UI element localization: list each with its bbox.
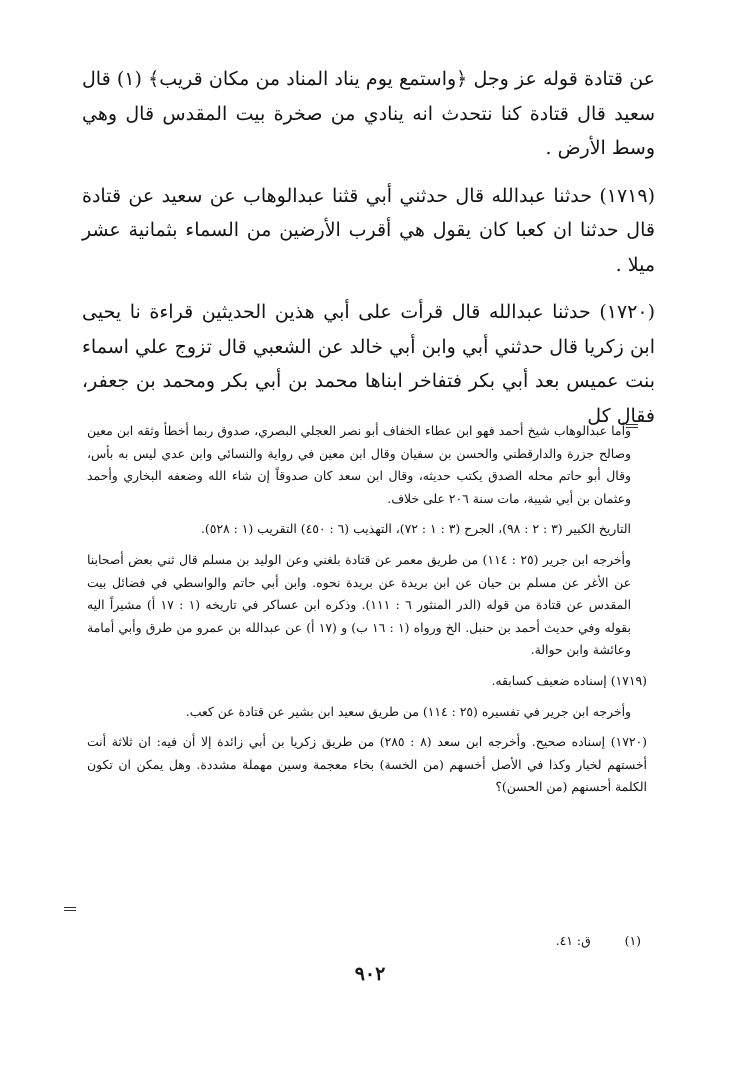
footnote: وأما عبدالوهاب شيخ أحمد فهو ابن عطاء الخفاف أبو نصر العجلي البصري، صدوق ربما أخطأ وثقه ابن معين وصالح جزرة والدارقطني والحسن بن سفيان وقال ابن معين في رواية والنسائي وابن عدي ليس به بأس، وقال أبو حاتم محله الصدق يكتب حديثه، وقال ابن سعد كان صدوقاً إن شاء الله وضعفه البخاري وأحمد وعثمان بن أبي شيبة، مات سنة ٢٠٦ على خلاف. [87,423,631,506]
main-paragraph: (١٧٢٠) حدثنا عبدالله قال قرأت على أبي هذين الحديثين قراءة نا يحيى ابن زكريا قال حدثني أبي وابن أبي خالد عن الشعبي قال تزوج علي اسماء بنت عميس بعد أبي بكر فتفاخر ابناها محمد بن أبي بكر ومحمد بن جعفر، فقال كل [82,301,655,427]
page-number: ٩٠٢ [354,963,386,985]
main-paragraph: (١٧١٩) حدثنا عبدالله قال حدثني أبي قثنا عبدالوهاب عن سعيد عن قتادة قال حدثنا ان كعبا كان يقول هي أقرب الأرضين من السماء بثمانية عشر ميلا . [82,184,655,276]
main-text [82,62,655,433]
quran-reference-note [556,930,641,952]
main-paragraph: عن قتادة قوله عز وجل ﴿واستمع يوم يناد المناد من مكان قريب﴾ (١) قال سعيد قال قتادة كنا نتحدث انه ينادي من صخرة بيت المقدس قال وهي وسط الأرض . [82,68,655,159]
footnotes [87,420,647,807]
footnote: (١٧١٩) إسناده ضعيف كسابقه. [491,672,647,688]
footnote: وأخرجه ابن جرير (٢٥ : ١١٤) من طريق معمر عن قتادة بلغني وعن الوليد بن مسلم قال ثني بعض أصحابنا عن الأغر عن مسلم بن حيان عن ابن بريدة عن بريدة نحوه. وابن أبي حاتم والواسطي في فضائل بيت المقدس عن قتادة من قوله (الدر المنثور ٦ : ١١١). وذكره ابن عساكر في تاريخه (١ : ١٧ أ) مشيراً اليه بقوله وفي حديث أحمد بن حنبل. الخ ورواه (١ : ١٦ ب) و (١٧ أ) عن عبدالله بن عمرو من طرق وأبي أمامة وعائشة وابن حوالة. [87,551,632,658]
footnote-number: (١) [624,933,641,948]
footnote: التاريخ الكبير (٣ : ٢ : ٩٨)، الجرح (٣ : ١ : ٧٢)، التهذيب (٦ : ٤٥٠) التقريب (١ : ٥٢٨). [200,521,631,537]
footnote: (١٧٢٠) إسناده صحيح. وأخرجه ابن سعد (٨ : ٢٨٥) من طريق زكريا بن أبي زائدة إلا أن فيه: ان ثلاثة أنت أخستهم لخيار وكذا في الأصل أخسهم (من الخسة) بخاء معجمة وسين مهملة مشددة. وهل يمكن ان تكون الكلمة أحسنهم (من الحسن)؟ [87,734,648,795]
footnote-text: ق: ٤١. [555,933,591,948]
footnote: وأخرجه ابن جرير في تفسيره (٢٥ : ١١٤) من طريق سعيد ابن بشير عن قتادة عن كعب. [185,703,631,719]
continuation-mark [64,907,76,911]
